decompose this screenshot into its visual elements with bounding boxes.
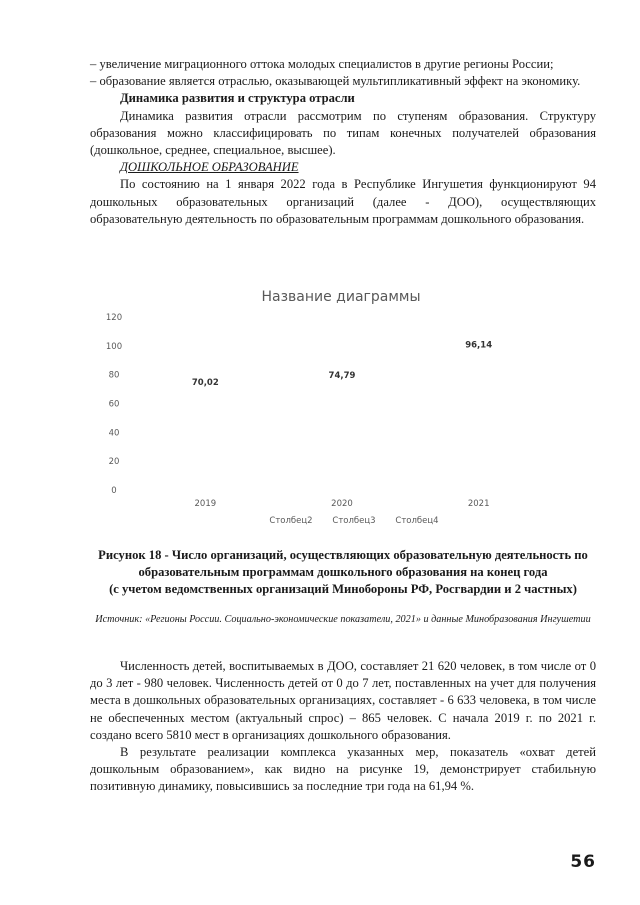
y-tick-label: 40 — [108, 428, 120, 439]
plot-area — [191, 340, 492, 490]
caption-title: Рисунок 18 - Число организаций, осуществляющих образовательную деятельность по образовательным программам дошкольного образования на конец года — [98, 548, 588, 580]
children-paragraph: Численность детей, воспитываемых в ДОО, составляет 21 620 человек, в том числе от 0 до 3 лет - 980 человек. Численность детей от 0 до 7 лет, поставленных на учет для получения места в дошкольных образовательных организациях, составляет - 6 633 человека, в том числе не обеспеченных местом (актуальный спрос) – 865 человек. С начала 2019 г. по 2021 г. создано всего 5810 мест в организациях дошкольного образования. — [90, 659, 596, 742]
y-axis — [106, 313, 122, 496]
page-number: 56 — [570, 852, 596, 872]
y-tick-label: 100 — [105, 341, 123, 352]
coverage-paragraph: В результате реализации комплекса указанных мер, показатель «охват детей дошкольным образованием», как видно на рисунке 19, демонстрирует стабильную позитивную динамику, повысившись за последние три года на 61,94 %. — [90, 745, 596, 794]
bottom-text — [90, 658, 596, 796]
y-tick-label: 80 — [108, 370, 120, 381]
bar-2020 — [328, 382, 356, 490]
y-tick-label: 0 — [111, 486, 117, 496]
chart-svg — [96, 282, 556, 530]
figure-caption — [90, 547, 596, 599]
bullet-migration: – увеличение миграционного оттока молодых специалистов в другие регионы России; — [90, 57, 554, 71]
x-axis — [195, 499, 490, 509]
data-label-2021: 96,14 — [465, 340, 493, 351]
bar-2019 — [191, 389, 219, 490]
dynamics-paragraph: Динамика развития отрасли рассмотрим по ступеням образования. Структуру образования можно классифицировать по типам конечных получателей образования (дошкольное, среднее, специальное, высшее). — [90, 108, 596, 158]
bar-chart — [96, 282, 556, 530]
legend-item-3: Столбец3 — [332, 516, 376, 526]
bullet-multiplier: – образование является отраслью, оказывающей мультипликативный эффект на экономику. — [90, 74, 581, 89]
legend-item-4: Столбец4 — [395, 516, 439, 526]
legend-item-2: Столбец2 — [269, 516, 313, 526]
top-text — [90, 56, 596, 228]
data-label-2020: 74,79 — [328, 371, 356, 382]
x-tick-label-2019: 2019 — [194, 499, 217, 509]
caption-note: (с учетом ведомственных организаций Минобороны РФ, Росгвардии и 2 частных) — [109, 582, 577, 597]
y-tick-label: 20 — [108, 457, 120, 468]
chart-title: Название диаграммы — [261, 289, 421, 305]
x-tick-label-2021: 2021 — [467, 499, 490, 509]
legend — [269, 516, 438, 526]
y-tick-label: 120 — [105, 313, 123, 323]
preschool-paragraph: По состоянию на 1 января 2022 года в Республике Ингушетия функционируют 94 дошкольных образовательных организаций (далее - ДОО), осуществляющих образовательную деятельность по образовательным программам дошкольного образования. — [90, 177, 596, 226]
x-tick-label-2020: 2020 — [331, 499, 353, 509]
figure-source: Источник: «Регионы России. Социально-экономические показатели, 2021» и данные Минобразования Ингушетии — [95, 614, 591, 625]
section-heading: Динамика развития и структура отрасли — [120, 91, 355, 106]
data-label-2019: 70,02 — [191, 378, 219, 389]
bar-2021 — [465, 351, 493, 490]
preschool-heading: ДОШКОЛЬНОЕ ОБРАЗОВАНИЕ — [120, 160, 299, 175]
y-tick-label: 60 — [108, 399, 120, 410]
